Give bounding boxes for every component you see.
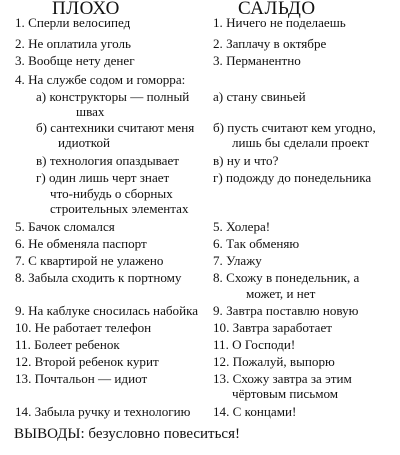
list-item: 10. Не работает телефон <box>15 320 152 335</box>
list-item: г) подожду до понедельника <box>213 170 372 185</box>
list-item: 6. Не обменяла паспорт <box>15 236 147 251</box>
list-item: может, и нет <box>246 286 316 301</box>
list-item: 8. Схожу в понедельник, а <box>213 270 360 285</box>
list-item: 1. Сперли велосипед <box>15 15 131 30</box>
list-item: 11. Болеет ребенок <box>15 337 120 352</box>
list-item: 14. Забыла ручку и технологию <box>15 404 191 419</box>
list-item: 4. На службе содом и гоморра: <box>15 72 186 87</box>
header-bad: ПЛОХО <box>52 0 120 19</box>
list-item: строительных элементах <box>50 201 189 216</box>
list-item: швах <box>76 104 105 119</box>
list-item: 5. Бачок сломался <box>15 219 115 234</box>
list-item: 3. Вообще нету денег <box>15 53 135 68</box>
list-item: 12. Второй ребенок курит <box>15 354 159 369</box>
list-item: б) сантехники считают меня <box>36 120 195 135</box>
list-item: 11. О Господи! <box>213 337 296 352</box>
list-item: 12. Пожалуй, выпорю <box>213 354 335 369</box>
list-item: 2. Не оплатила уголь <box>15 36 132 51</box>
list-item: что-нибудь о сборных <box>50 186 173 201</box>
list-item: 6. Так обменяю <box>213 236 300 251</box>
list-item: 13. Схожу завтра за этим <box>213 371 352 386</box>
list-item: 3. Перманентно <box>213 53 301 68</box>
list-item: лишь бы сделали проект <box>232 135 370 150</box>
list-item: 10. Завтра заработает <box>213 320 332 335</box>
list-item: в) ну и что? <box>213 153 279 168</box>
list-item: 9. Завтра поставлю новую <box>213 303 359 318</box>
list-item: 1. Ничего не поделаешь <box>213 15 346 30</box>
list-item: а) стану свиньей <box>213 89 306 104</box>
list-item: 8. Забыла сходить к портному <box>15 270 182 285</box>
list-item: 7. С квартирой не улажено <box>15 253 164 268</box>
list-item: в) технология опаздывает <box>36 153 179 168</box>
conclusion: ВЫВОДЫ: безусловно повеситься! <box>14 426 240 442</box>
list-item: г) один лишь черт знает <box>36 170 170 185</box>
header-balance: САЛЬДО <box>238 0 316 19</box>
list-item: а) конструкторы — полный <box>36 89 190 104</box>
list-item: 14. С концами! <box>213 404 297 419</box>
list-item: 13. Почтальон — идиот <box>15 371 148 386</box>
list-item: идиоткой <box>58 135 111 150</box>
list-item: 9. На каблуке сносилась набойка <box>15 303 199 318</box>
list-item: 2. Заплачу в октябре <box>213 36 327 51</box>
list-item: б) пусть считают кем угодно, <box>213 120 376 135</box>
list-item: чёртовым письмом <box>232 386 339 401</box>
list-item: 7. Улажу <box>213 253 262 268</box>
list-item: 5. Холера! <box>213 219 271 234</box>
